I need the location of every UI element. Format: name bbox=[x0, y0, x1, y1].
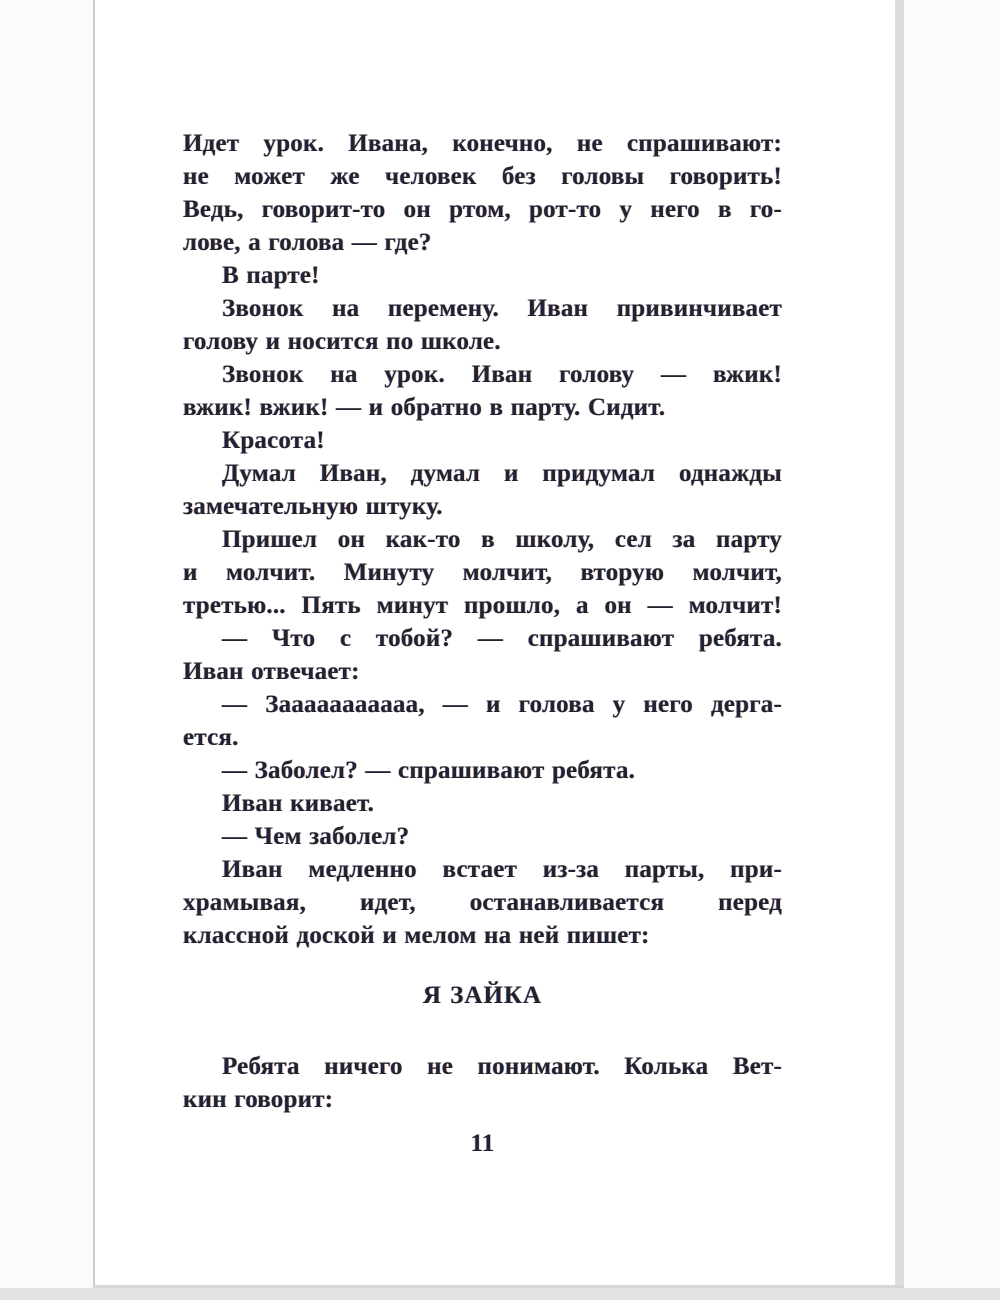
text-line: Красота! bbox=[222, 427, 325, 454]
page-text bbox=[183, 127, 782, 1160]
text-line: — Что с тобой? — спрашивают ребята. bbox=[222, 625, 782, 652]
text-line: вжик! вжик! — и обратно в парту. Сидит. bbox=[183, 394, 666, 421]
text-line: — Заболел? — спрашивают ребята. bbox=[222, 757, 636, 784]
text-line: ется. bbox=[183, 724, 239, 751]
text-line: голову и носится по школе. bbox=[183, 328, 501, 355]
page-right-edge bbox=[895, 0, 904, 1291]
text-line: Пришел он как-то в школу, сел за парту bbox=[222, 526, 782, 553]
text-line: Идет урок. Ивана, конечно, не спрашивают: bbox=[183, 130, 782, 157]
text-line: Иван отвечает: bbox=[183, 658, 360, 685]
text-line: храмывая, идет, останавливается перед bbox=[183, 889, 782, 916]
text-line: замечательную штуку. bbox=[183, 493, 443, 520]
text-line: не может же человек без головы говорить! bbox=[183, 163, 782, 190]
text-line: Иван кивает. bbox=[222, 790, 375, 817]
text-line: Звонок на урок. Иван голову — вжик! bbox=[222, 361, 782, 388]
page-number: 11 bbox=[470, 1130, 495, 1157]
text-line: классной доской и мелом на ней пишет: bbox=[183, 922, 650, 949]
text-line: кин говорит: bbox=[183, 1086, 334, 1113]
text-line: Думал Иван, думал и придумал однажды bbox=[222, 460, 782, 487]
text-line: и молчит. Минуту молчит, вторую молчит, bbox=[183, 559, 782, 586]
text-line: лове, а голова — где? bbox=[183, 229, 432, 256]
text-line: В парте! bbox=[222, 262, 320, 289]
text-line: — Чем заболел? bbox=[222, 823, 410, 850]
text-line: Звонок на перемену. Иван привинчивает bbox=[222, 295, 782, 322]
text-line: третью... Пять минут прошло, а он — молчит! bbox=[183, 592, 782, 619]
page-shadow bbox=[0, 1288, 1000, 1300]
text-line: Иван медленно встает из-за парты, при- bbox=[222, 856, 782, 883]
text-line: — Зааааааааааа, — и голова у него дерга- bbox=[222, 691, 782, 718]
text-line: Ведь, говорит-то он ртом, рот-то у него в го- bbox=[183, 196, 782, 223]
text-line: Ребята ничего не понимают. Колька Вет- bbox=[222, 1053, 782, 1080]
section-heading: Я ЗАЙКА bbox=[422, 982, 543, 1009]
